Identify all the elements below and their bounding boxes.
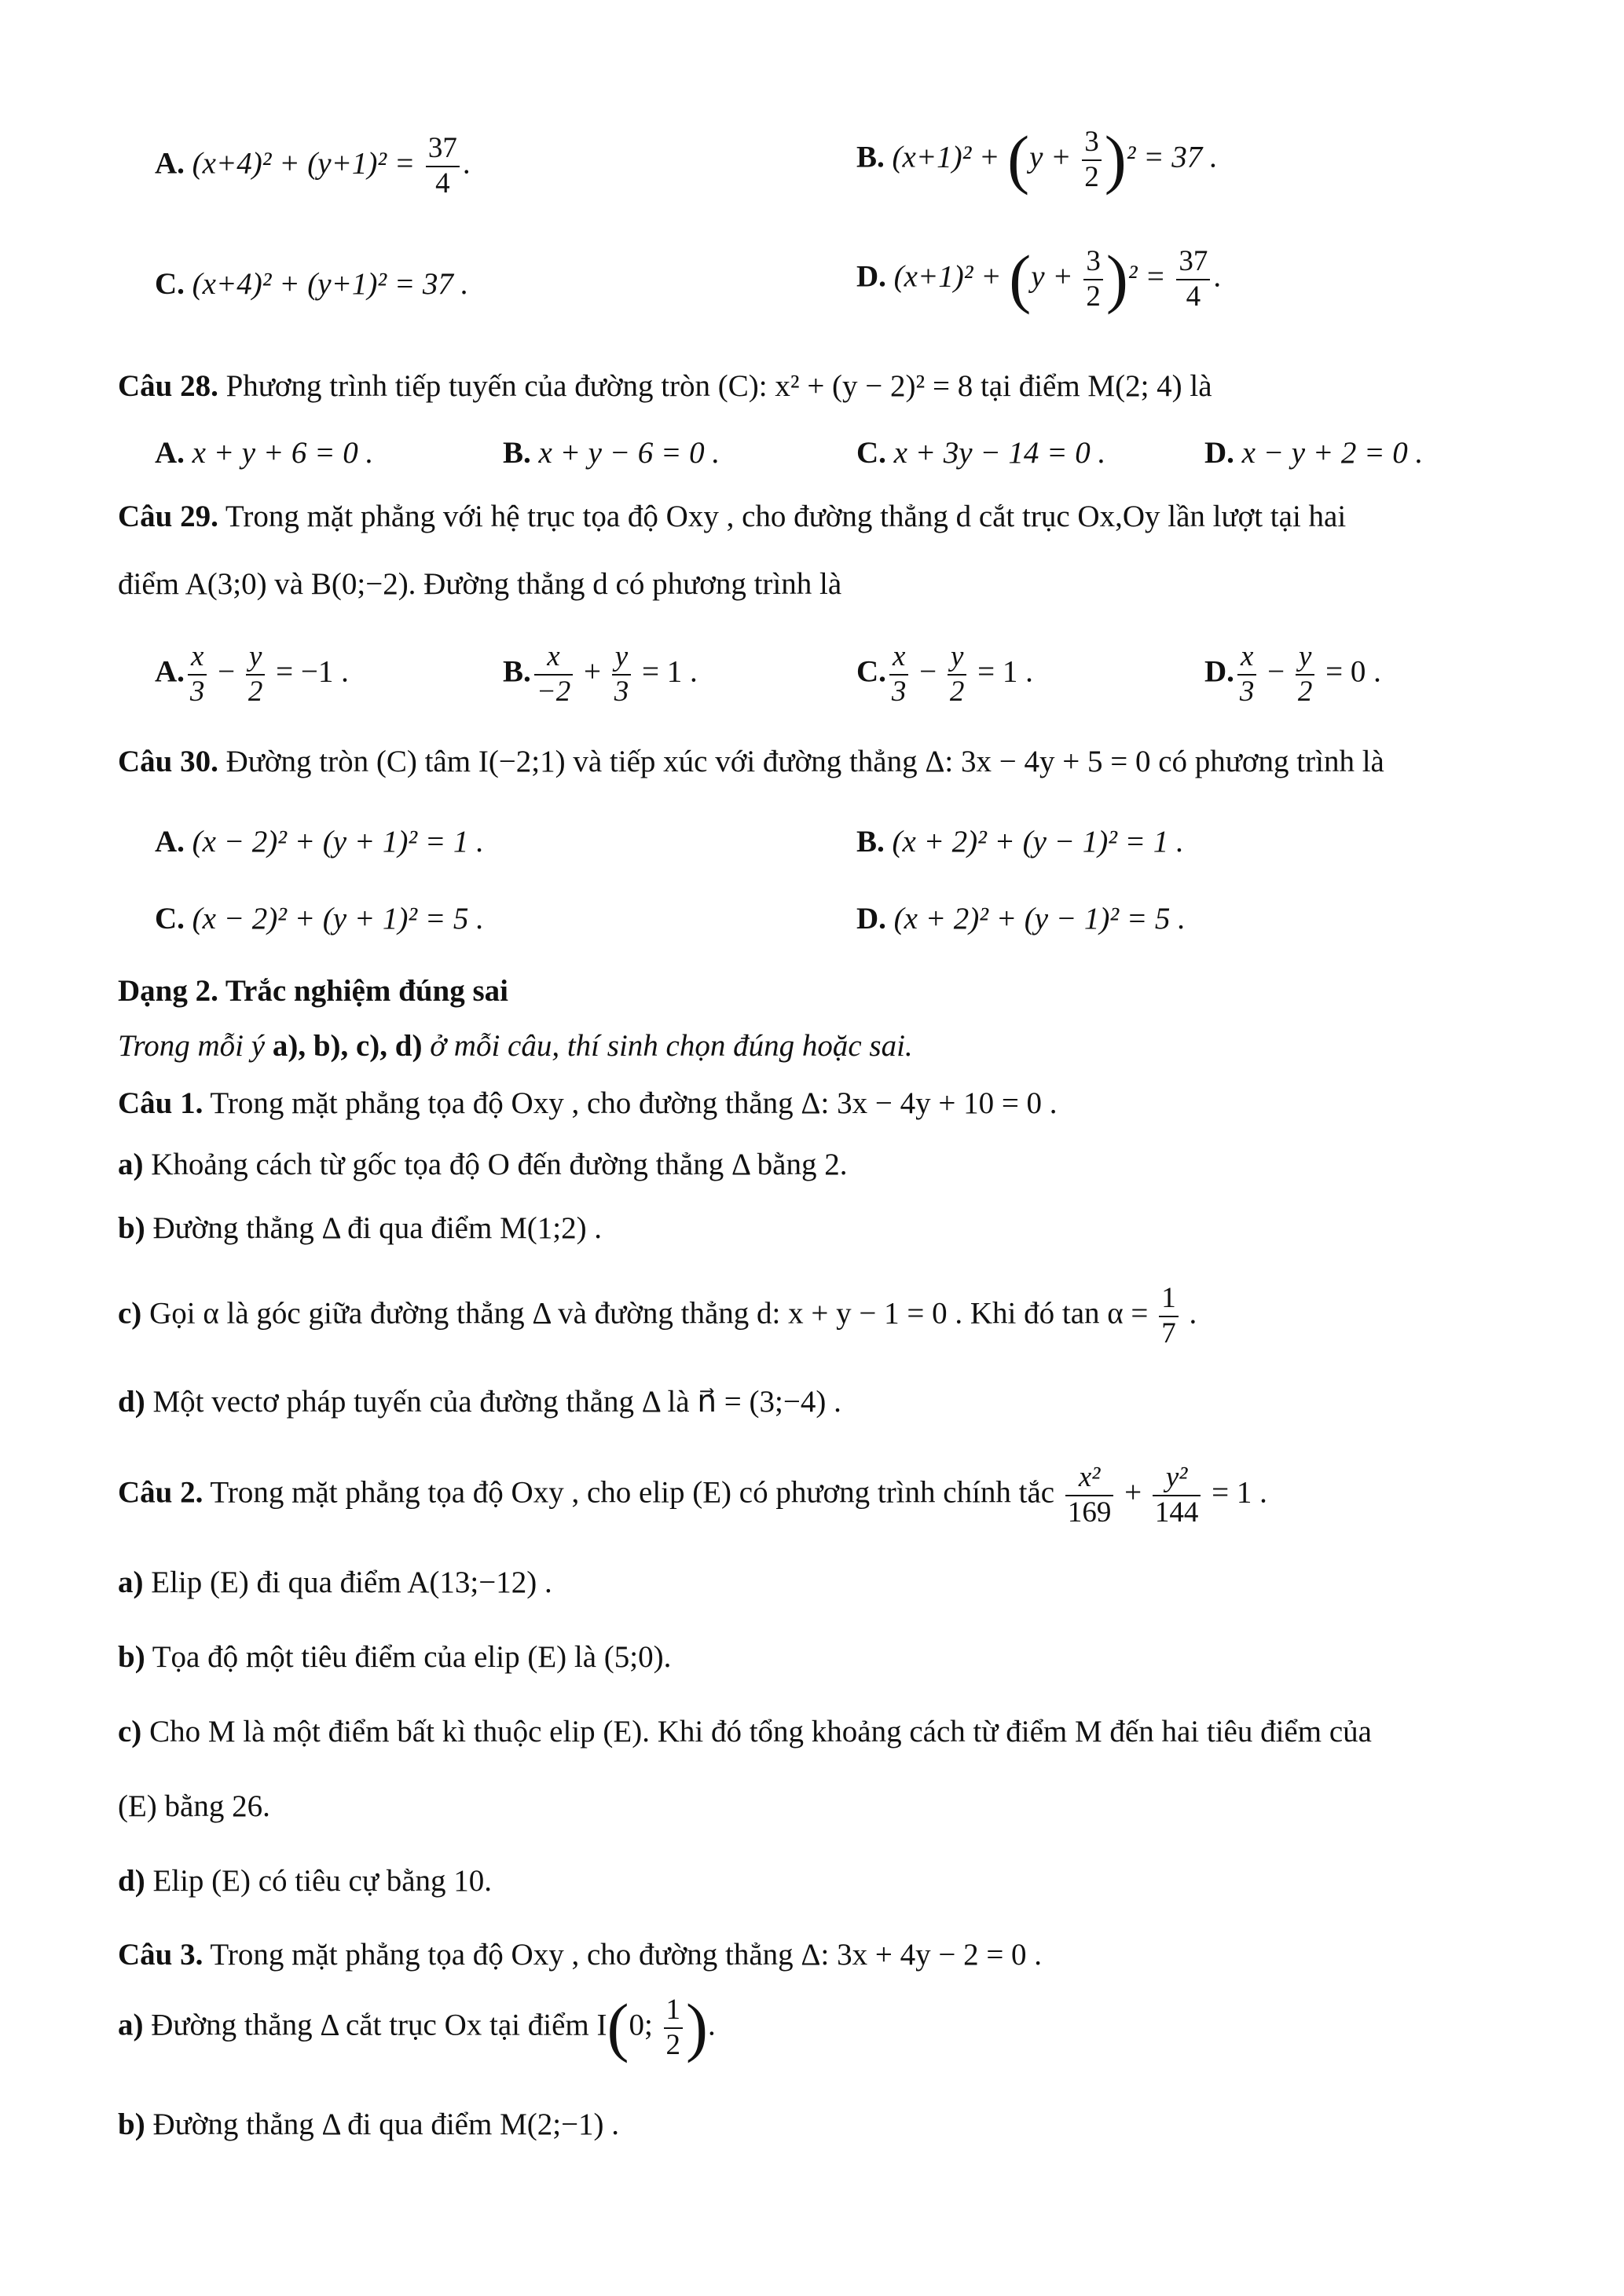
option-label: D.: [856, 902, 886, 936]
q27-option-c[interactable]: [155, 267, 468, 302]
question-text: Trong mặt phẳng tọa độ Oxy , cho đường thẳng Δ: 3x − 4y + 10 = 0 .: [203, 1086, 1058, 1120]
tf1-statement-b[interactable]: [118, 1211, 602, 1247]
fraction: [889, 640, 909, 709]
paren: (: [607, 1990, 629, 2064]
numerator: 1: [1159, 1282, 1179, 1317]
option-label: B.: [503, 654, 531, 689]
q28-option-a[interactable]: [155, 436, 373, 471]
numerator: x: [188, 640, 207, 676]
statement-label: a): [118, 2008, 144, 2042]
tf1-statement-a[interactable]: [118, 1148, 847, 1183]
numerator: x: [1237, 640, 1257, 676]
tf2-statement-c[interactable]: [118, 1715, 1372, 1750]
operator: +: [1116, 1475, 1149, 1510]
fraction: [188, 640, 207, 709]
denominator: 4: [435, 167, 450, 200]
option-text: x + 3y − 14 = 0 .: [885, 436, 1106, 470]
option-label: D.: [1204, 654, 1234, 689]
option-text: (x − 2)² + (y + 1)² = 1 .: [184, 825, 484, 859]
question-number: Câu 3.: [118, 1938, 203, 1972]
operator: +: [576, 654, 609, 689]
numerator: 3: [1082, 126, 1102, 161]
q30-option-d[interactable]: [856, 902, 1186, 937]
instruction-text: Trong mỗi ý: [118, 1029, 273, 1063]
denominator: 2: [247, 675, 263, 708]
operator: −: [911, 654, 944, 689]
tf1-statement-d[interactable]: [118, 1385, 841, 1420]
denominator: −2: [536, 675, 571, 708]
fraction: [1176, 245, 1210, 313]
denominator: 144: [1154, 1496, 1199, 1529]
inner-expression: y +: [1031, 259, 1081, 294]
q29-stem-line1: [118, 500, 1346, 535]
statement-label: c): [118, 1715, 142, 1749]
denominator: 2: [949, 675, 965, 708]
numerator: y: [246, 640, 266, 676]
option-expression: (x+4)² + (y+1)² = 37 .: [192, 267, 469, 301]
option-label: A.: [155, 825, 185, 859]
question-number: Câu 2.: [118, 1475, 203, 1510]
question-text: Trong mặt phẳng tọa độ Oxy , cho elip (E) có phương trình chính tắc: [203, 1475, 1062, 1510]
fraction: [1153, 1461, 1201, 1529]
fraction: [534, 640, 573, 709]
denominator: 2: [1084, 160, 1099, 193]
option-label: B.: [503, 436, 531, 470]
option-label: C.: [155, 902, 185, 936]
fraction: [1237, 640, 1257, 709]
numerator: y²: [1153, 1461, 1201, 1496]
question-number: Câu 29.: [118, 500, 218, 533]
statement-text: Đường thẳng Δ đi qua điểm M(2;−1) .: [145, 2107, 620, 2141]
statement-label: d): [118, 1385, 145, 1419]
option-label: B.: [856, 825, 885, 859]
statement-label: b): [118, 1211, 145, 1245]
paren: (: [1009, 242, 1032, 316]
statement-text: Elip (E) có tiêu cự bằng 10.: [145, 1864, 493, 1898]
denominator: 3: [891, 675, 907, 708]
fraction: [1082, 126, 1102, 194]
q29-stem-line2: [118, 567, 841, 602]
statement-label: a): [118, 1565, 144, 1599]
numerator: 37: [426, 132, 460, 167]
tf2-statement-d[interactable]: [118, 1864, 492, 1899]
operator: −: [1259, 654, 1292, 689]
denominator: 2: [665, 2028, 681, 2061]
equation-rhs: = 1 .: [1204, 1475, 1267, 1510]
statement-text: (E) bằng 26.: [118, 1789, 270, 1823]
question-text: Đường tròn (C) tâm I(−2;1) và tiếp xúc với đường thẳng Δ: 3x − 4y + 5 = 0 có phương trình là: [218, 745, 1384, 778]
fraction: [246, 640, 266, 709]
tf2-stem: [118, 1461, 1267, 1529]
option-label: A.: [155, 436, 185, 470]
q27-option-b[interactable]: [856, 123, 1218, 196]
fraction: [612, 640, 632, 709]
fraction: [664, 1994, 684, 2062]
q29-option-d[interactable]: [1204, 640, 1381, 709]
numerator: y: [612, 640, 632, 676]
paren: ): [1104, 123, 1127, 196]
option-expression: (x+1)² +: [892, 140, 1008, 174]
fraction: [1083, 245, 1103, 313]
option-expression-tail: ² = 37 .: [1126, 140, 1218, 174]
q29-option-b[interactable]: [503, 640, 698, 709]
tf2-statement-b[interactable]: [118, 1640, 671, 1675]
tf3-stem: [118, 1938, 1042, 1973]
statement-text: Một vectơ pháp tuyến của đường thẳng Δ là n⃗ = (3;−4) .: [145, 1385, 841, 1419]
denominator: 2: [1297, 675, 1313, 708]
option-label: B.: [856, 140, 885, 174]
numerator: x: [889, 640, 909, 676]
paren: (: [1007, 123, 1030, 196]
punctuation: .: [1213, 259, 1222, 294]
q28-option-b[interactable]: [503, 436, 720, 471]
question-text: Phương trình tiếp tuyến của đường tròn (C): x² + (y − 2)² = 8 tại điểm M(2; 4) là: [218, 369, 1212, 403]
statement-label: b): [118, 2107, 145, 2141]
denominator: 3: [614, 675, 629, 708]
paren: ): [686, 1990, 709, 2064]
option-text: x + y − 6 = 0 .: [530, 436, 720, 470]
statement-label: a): [118, 1148, 144, 1181]
instruction-bold: a), b), c), d): [272, 1029, 423, 1063]
operator: −: [210, 654, 243, 689]
question-text: điểm A(3;0) và B(0;−2). Đường thẳng d có phương trình là: [118, 567, 842, 601]
denominator: 169: [1067, 1496, 1112, 1529]
question-text: Trong mặt phẳng tọa độ Oxy , cho đường thẳng Δ: 3x + 4y − 2 = 0 .: [203, 1938, 1043, 1972]
q30-option-a[interactable]: [155, 825, 484, 860]
punctuation: .: [708, 2008, 716, 2042]
section-heading: Dạng 2. Trắc nghiệm đúng sai: [118, 974, 508, 1008]
option-label: C.: [155, 267, 185, 301]
numerator: 1: [664, 1994, 684, 2029]
option-text: (x + 2)² + (y − 1)² = 1 .: [884, 825, 1184, 859]
paren: ): [1105, 242, 1128, 316]
statement-text: Elip (E) đi qua điểm A(13;−12) .: [143, 1565, 552, 1599]
numerator: 3: [1083, 245, 1103, 280]
option-expression: (x+1)² +: [893, 259, 1010, 294]
option-label: A.: [155, 654, 185, 689]
equation-rhs: = 0 .: [1318, 654, 1381, 689]
q27-option-d[interactable]: [856, 242, 1222, 316]
option-label: C.: [856, 654, 886, 689]
option-text: (x + 2)² + (y − 1)² = 5 .: [885, 902, 1186, 936]
statement-text: Gọi α là góc giữa đường thẳng Δ và đường thẳng d: x + y − 1 = 0 . Khi đó tan α =: [141, 1296, 1157, 1331]
point-coordinate: 0;: [629, 2008, 661, 2042]
numerator: x²: [1065, 1461, 1114, 1496]
punctuation: .: [462, 146, 471, 181]
question-number: Câu 30.: [118, 745, 218, 778]
section-instruction: [118, 1029, 913, 1064]
denominator: 3: [1239, 675, 1255, 708]
denominator: 7: [1161, 1316, 1176, 1349]
tf2-statement-c-cont: [118, 1789, 270, 1825]
tf1-statement-c[interactable]: [118, 1282, 1197, 1350]
statement-text: Tọa độ một tiêu điểm của elip (E) là (5;0).: [145, 1640, 672, 1674]
q28-option-c[interactable]: [856, 436, 1105, 471]
q28-option-d[interactable]: [1204, 436, 1423, 471]
option-label: D.: [1204, 436, 1234, 470]
q30-option-c[interactable]: [155, 902, 484, 937]
numerator: 37: [1176, 245, 1210, 280]
fraction: [1065, 1461, 1114, 1529]
equation-rhs: = 1 .: [970, 654, 1033, 689]
statement-text: Khoảng cách từ gốc tọa độ O đến đường thẳng Δ bằng 2.: [143, 1148, 848, 1181]
tf3-statement-a[interactable]: [118, 1990, 716, 2064]
denominator: 4: [1186, 280, 1201, 313]
instruction-text: ở mỗi câu, thí sinh chọn đúng hoặc sai.: [422, 1029, 913, 1063]
question-number: Câu 1.: [118, 1086, 203, 1120]
fraction: [426, 132, 460, 200]
q27-option-a[interactable]: [155, 132, 471, 200]
statement-label: c): [118, 1296, 142, 1331]
inner-expression: y +: [1029, 140, 1080, 174]
statement-label: b): [118, 1640, 145, 1674]
statement-text: Đường thẳng Δ đi qua điểm M(1;2) .: [145, 1211, 603, 1245]
statement-text: Cho M là một điểm bất kì thuộc elip (E). Khi đó tổng khoảng cách từ điểm M đến hai tiêu điểm của: [141, 1715, 1372, 1749]
tf2-statement-a[interactable]: [118, 1565, 552, 1601]
option-label: C.: [856, 436, 886, 470]
q30-option-b[interactable]: [856, 825, 1184, 860]
question-number: Câu 28.: [118, 369, 218, 403]
option-text: (x − 2)² + (y + 1)² = 5 .: [184, 902, 484, 936]
denominator: 2: [1086, 280, 1101, 313]
option-text: x − y + 2 = 0 .: [1234, 436, 1424, 470]
fraction: [948, 640, 967, 709]
fraction: [1296, 640, 1315, 709]
statement-text: Đường thẳng Δ cắt trục Ox tại điểm I: [143, 2008, 607, 2042]
statement-label: d): [118, 1864, 145, 1898]
numerator: y: [948, 640, 967, 676]
equation-rhs: = 1 .: [634, 654, 698, 689]
tf3-statement-b[interactable]: [118, 2107, 619, 2143]
q30-stem: [118, 745, 1384, 780]
fraction: [1159, 1282, 1179, 1350]
option-label: A.: [155, 146, 185, 181]
punctuation: .: [1181, 1296, 1197, 1331]
tf1-stem: [118, 1086, 1058, 1122]
denominator: 3: [189, 675, 205, 708]
option-expression: (x+4)² + (y+1)² =: [192, 146, 423, 181]
numerator: y: [1296, 640, 1315, 676]
equals: ² =: [1127, 259, 1174, 294]
q29-option-a[interactable]: [155, 640, 349, 709]
option-text: x + y + 6 = 0 .: [184, 436, 374, 470]
q28-stem: [118, 369, 1212, 405]
equation-rhs: = −1 .: [268, 654, 349, 689]
numerator: x: [534, 640, 573, 676]
option-label: D.: [856, 259, 886, 294]
q29-option-c[interactable]: [856, 640, 1033, 709]
question-text: Trong mặt phẳng với hệ trục tọa độ Oxy , cho đường thẳng d cắt trục Ox,Oy lần lượt tại hai: [218, 500, 1347, 533]
